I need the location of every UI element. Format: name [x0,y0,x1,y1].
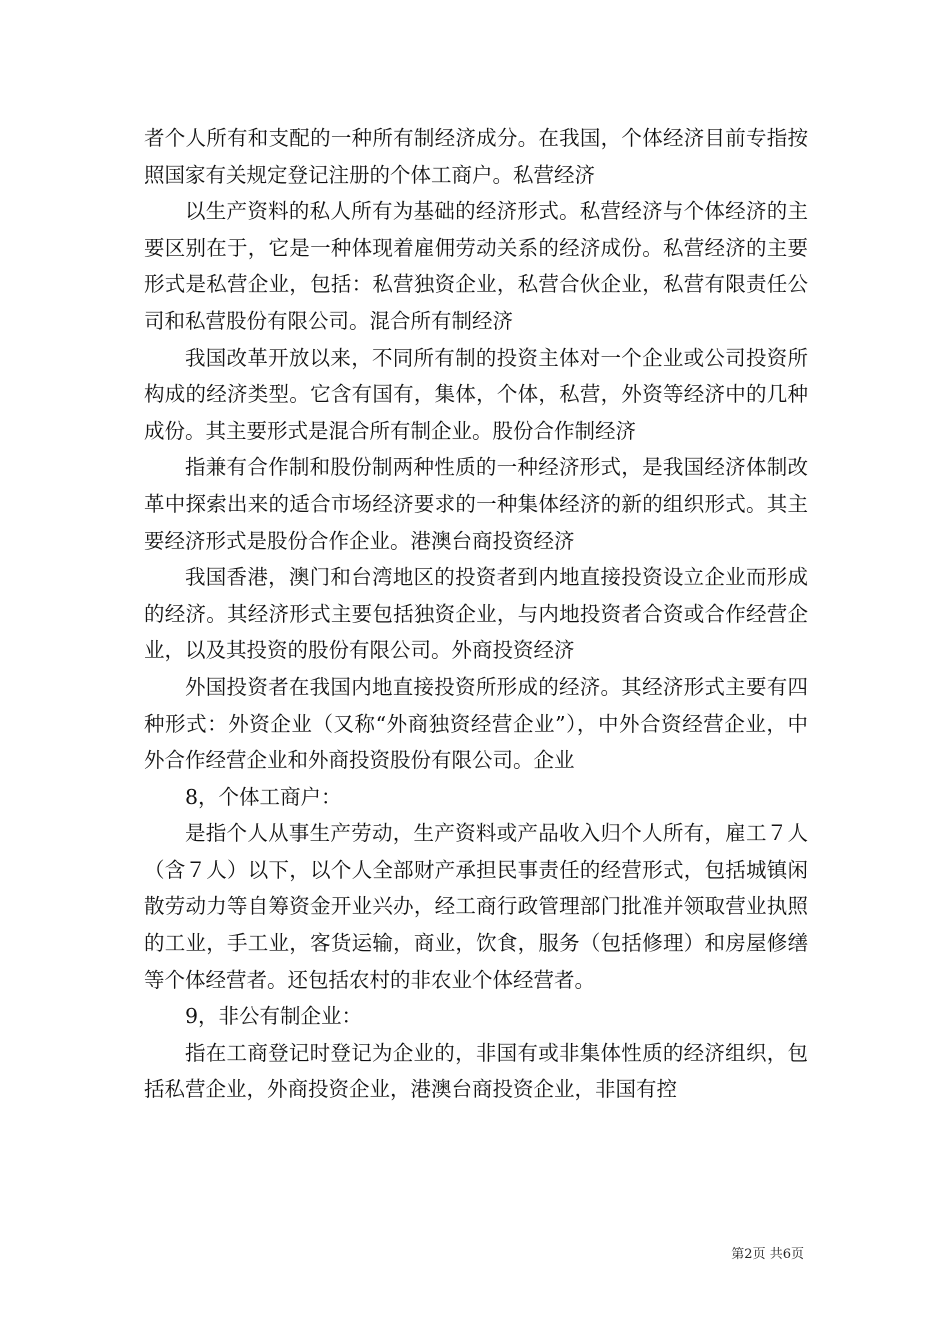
footer-middle: 页 共 [752,1247,783,1262]
paragraph-10: 指在工商登记时登记为企业的，非国有或非集体性质的经济组织，包括私营企业，外商投资企业，港澳台商投资企业，非国有控 [144,1040,808,1102]
paragraph-2: 以生产资料的私人所有为基础的经济形式。私营经济与个体经济的主要区别在于，它是一种体现着雇佣劳动关系的经济成份。私营经济的主要形式是私营企业，包括：私营独资企业，私营合伙企业，私营有限责任公司和私营股份有限公司。混合所有制经济 [144,199,808,333]
footer-total-pages: 6 [782,1247,791,1262]
paragraph-1: 者个人所有和支配的一种所有制经济成分。在我国，个体经济目前专指按照国家有关规定登记注册的个体工商户。私营经济 [144,126,808,187]
page-footer [731,1246,804,1264]
paragraph-8: 是指个人从事生产劳动，生产资料或产品收入归个人所有，雇工７人（含７人）以下，以个人全部财产承担民事责任的经营形式，包括城镇闲散劳动力等自筹资金开业兴办，经工商行政管理部门批准并领取营业执照的工业，手工业，客货运输，商业，饮食，服务（包括修理）和房屋修缮等个体经营者。还包括农村的非农业个体经营者。 [144,821,808,992]
paragraph-7-heading: 8，个体工商户： [185,784,342,809]
paragraph-4: 指兼有合作制和股份制两种性质的一种经济形式，是我国经济体制改革中探索出来的适合市场经济要求的一种集体经济的新的组织形式。其主要经济形式是股份合作企业。港澳台商投资经济 [144,455,808,553]
paragraph-6: 外国投资者在我国内地直接投资所形成的经济。其经济形式主要有四种形式：外资企业（又称“外商独资经营企业”），中外合资经营企业，中外合作经营企业和外商投资股份有限公司。企业 [144,674,808,773]
footer-prefix: 第 [731,1247,745,1262]
footer-suffix: 页 [790,1247,804,1262]
footer-current-page: 2 [744,1247,753,1262]
body-text [144,120,808,1108]
paragraph-5: 我国香港，澳门和台湾地区的投资者到内地直接投资设立企业而形成的经济。其经济形式主要包括独资企业，与内地投资者合资或合作经营企业，以及其投资的股份有限公司。外商投资经济 [144,565,808,663]
paragraph-3: 我国改革开放以来，不同所有制的投资主体对一个企业或公司投资所构成的经济类型。它含有国有，集体，个体，私营，外资等经济中的几种成份。其主要形式是混合所有制企业。股份合作制经济 [144,345,808,443]
paragraph-9-heading: 9，非公有制企业： [185,1004,363,1029]
